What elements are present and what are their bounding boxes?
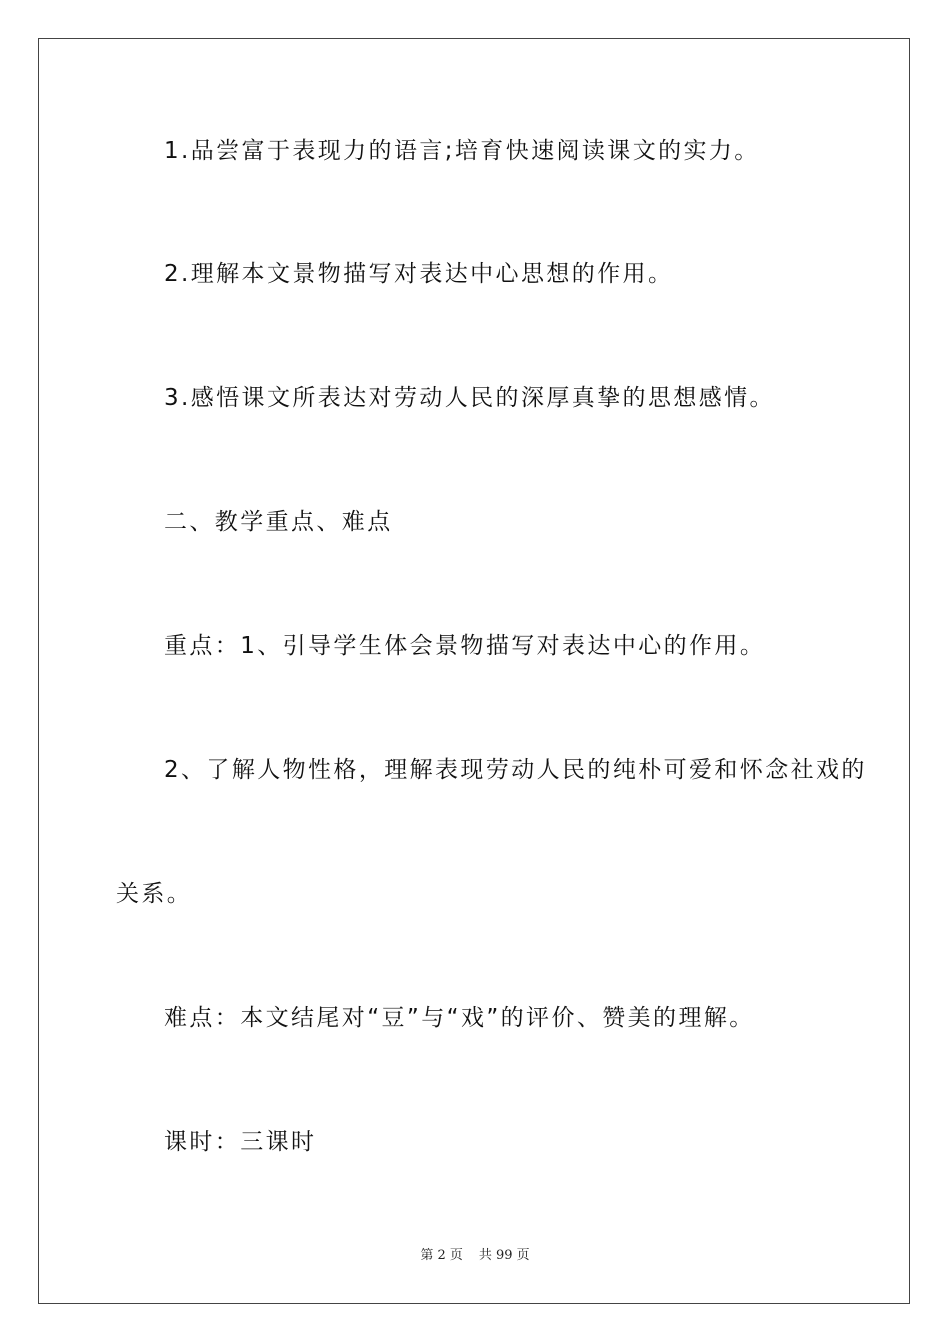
objective-3: 3.感悟课文所表达对劳动人民的深厚真挚的思想感情。 <box>164 385 775 411</box>
page-number: 第 2 页 <box>420 1248 463 1263</box>
objective-1: 1.品尝富于表现力的语言;培育快速阅读课文的实力。 <box>164 138 760 164</box>
class-hours: 课时：三课时 <box>164 1129 317 1155</box>
objective-2: 2.理解本文景物描写对表达中心思想的作用。 <box>164 261 674 287</box>
key-point-1: 重点：1、引导学生体会景物描写对表达中心的作用。 <box>164 633 766 659</box>
key-point-2-continued: 关系。 <box>116 881 193 907</box>
page-footer <box>0 1248 950 1264</box>
difficult-point: 难点：本文结尾对“豆”与“戏”的评价、赞美的理解。 <box>164 1005 755 1031</box>
section-heading: 二、教学重点、难点 <box>164 509 393 535</box>
page-border <box>38 38 910 1304</box>
key-point-2: 2、了解人物性格，理解表现劳动人民的纯朴可爱和怀念社戏的 <box>164 757 867 783</box>
total-pages: 共 99 页 <box>478 1248 530 1263</box>
